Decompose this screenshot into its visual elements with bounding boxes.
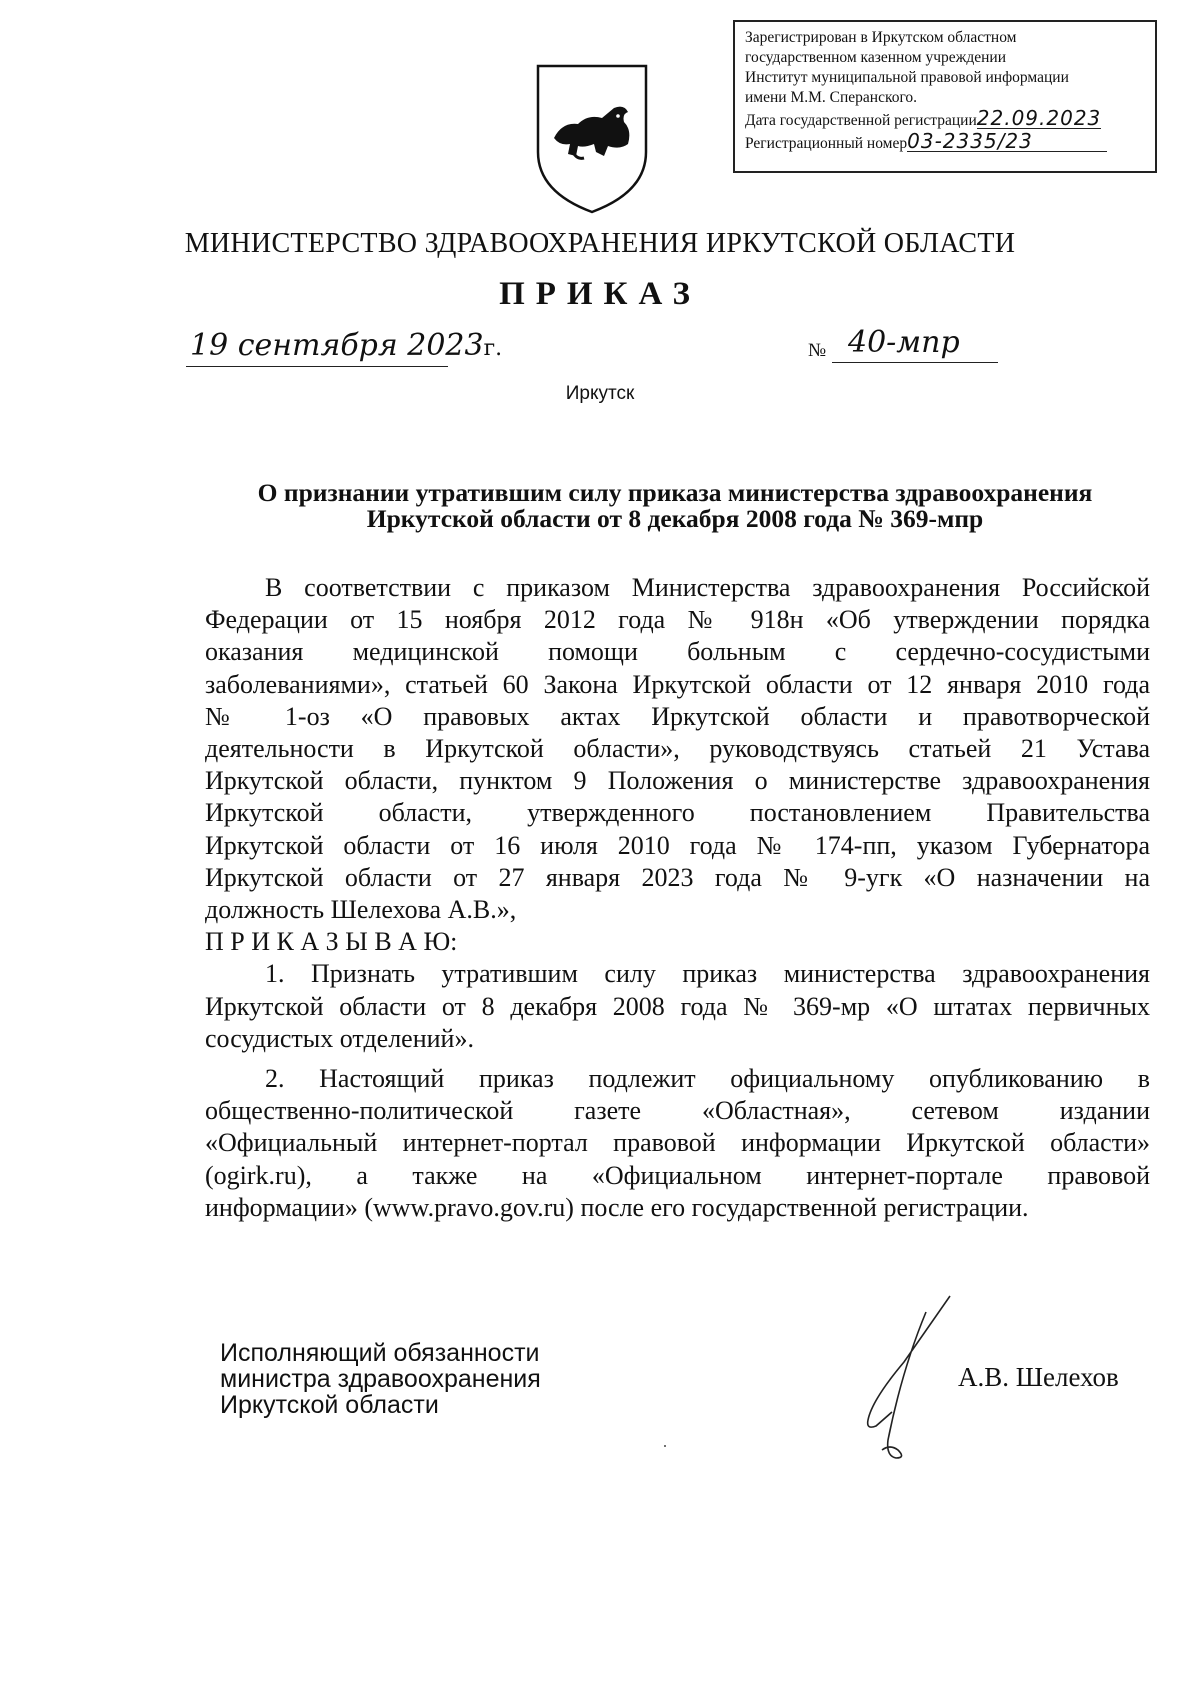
stamp-number-row	[745, 131, 1145, 154]
number-underline	[832, 362, 998, 363]
item-2-line: «Официальный интернет-портал правовой информации Иркутской области»	[205, 1128, 1150, 1158]
stamp-date-row	[745, 108, 1145, 131]
preamble-line: Иркутской области от 27 января 2023 года № 9-угк «О назначении на	[205, 862, 1150, 892]
document-body	[205, 572, 1150, 1224]
preamble-line: Федерации от 15 ноября 2012 года № 918н «Об утверждении порядка	[205, 605, 1150, 635]
signatory-role-line-2: министра здравоохранения	[220, 1365, 541, 1393]
item-2-line: 2. Настоящий приказ подлежит официальному опубликованию в	[265, 1064, 1150, 1094]
document-title	[205, 480, 1145, 532]
item-2-line: общественно-политической газете «Областная», сетевом издании	[205, 1096, 1150, 1126]
item-2-line: информации» (www.pravo.gov.ru) после его государственной регистрации.	[205, 1192, 1029, 1222]
order-word: П Р И К А З Ы В А Ю:	[205, 927, 458, 957]
preamble-line: заболеваниями», статьей 60 Закона Иркутской области от 12 января 2010 года	[205, 669, 1150, 699]
item-2-line: (ogirk.ru), а также на «Официальном интернет-портале правовой	[205, 1160, 1150, 1190]
irkutsk-coat-of-arms-icon	[532, 60, 652, 216]
city: Иркутск	[565, 383, 635, 404]
signatory-role-line-1: Исполняющий обязанности	[220, 1339, 540, 1367]
order-number-label: №	[808, 340, 827, 361]
item-1-line: сосудистых отделений».	[205, 1023, 474, 1053]
stamp-number-label: Регистрационный номер	[745, 135, 908, 152]
registration-stamp	[733, 20, 1157, 173]
stamp-date-label: Дата государственной регистрации	[745, 112, 977, 129]
signatory-name: А.В. Шелехов	[958, 1362, 1119, 1392]
preamble-line: деятельности в Иркутской области», руководствуясь статьей 21 Устава	[205, 734, 1150, 764]
stamp-date-value: 22.09.2023	[976, 106, 1102, 130]
date-underline	[186, 366, 448, 367]
preamble-line: должность Шелехова А.В.»,	[205, 895, 517, 925]
item-1-line: 1. Признать утратившим силу приказ министерства здравоохранения	[265, 959, 1150, 989]
order-date-handwritten: 19 сентября 2023	[190, 328, 484, 363]
preamble-line: оказания медицинской помощи больным с сердечно-сосудистыми	[205, 637, 1150, 667]
title-line-1: О признании утратившим силу приказа министерства здравоохранения	[257, 478, 1093, 507]
stamp-line-3: Институт муниципальной правовой информации	[745, 69, 1069, 86]
preamble-line: Иркутской области, утвержденного постановлением Правительства	[205, 798, 1150, 828]
order-date-suffix: г.	[483, 336, 503, 361]
stamp-line-2: государственном казенном учреждении	[745, 49, 1007, 66]
title-line-2: Иркутской области от 8 декабря 2008 года № 369-мпр	[366, 504, 984, 533]
preamble-line: В соответствии с приказом Министерства здравоохранения Российской	[265, 573, 1150, 602]
item-1-line: Иркутской области от 8 декабря 2008 года № 369-мр «О штатах первичных	[205, 991, 1150, 1021]
order-date	[190, 328, 502, 363]
preamble-line: Иркутской области, пунктом 9 Положения о министерстве здравоохранения	[205, 766, 1150, 796]
preamble-line: № 1-оз «О правовых актах Иркутской области и правотворческой	[205, 701, 1150, 731]
ministry-name: МИНИСТЕРСТВО ЗДРАВООХРАНЕНИЯ ИРКУТСКОЙ ОБЛАСТИ	[184, 228, 1016, 259]
speck	[664, 1445, 666, 1447]
signatory-role-line-3: Иркутской области	[220, 1391, 439, 1419]
stamp-line-1: Зарегистрирован в Иркутском областном	[745, 29, 1017, 46]
preamble-line: Иркутской области от 16 июля 2010 года № 174-пп, указом Губернатора	[205, 830, 1150, 860]
order-number-handwritten: 40-мпр	[848, 325, 960, 360]
handwritten-signature	[842, 1290, 962, 1470]
stamp-number-value: 03-2335/23	[907, 131, 1107, 152]
signatory-role	[220, 1340, 541, 1418]
stamp-line-4: имени М.М. Сперанского.	[745, 89, 918, 106]
document-type: ПРИКАЗ	[499, 276, 701, 312]
